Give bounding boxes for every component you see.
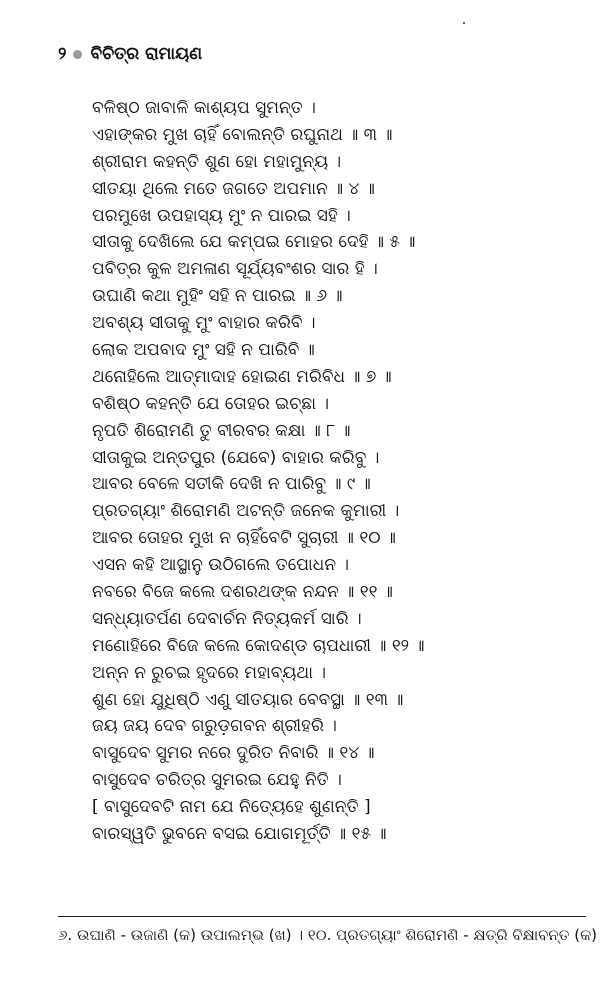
verse-line: ପବିତ୍ର କୁଳ ଅମଳାଣ ସୂର୍ଯ୍ୟବଂଶର ସାର ହି । xyxy=(92,259,378,280)
verse-line: ବାରସ୍ୱତି ଭୁବନେ ବସଇ ଯୋଗମୂର୍ତ୍ତି ॥ ୧୫ ॥ xyxy=(92,824,387,845)
footnote: ୬. ଉଘାଣି - ଉଜାଣି (କ) ଉପାଲମ୍ଭ (ଖ) । ୧୦. ପ୍ରତଗ୍ୟାଂ ଶିରୋମଣି - କ୍ଷତ୍ରି ବିକ୍ଷାବନ୍ତ (କ) xyxy=(58,926,598,944)
verse-line: ଉଘାଣି କଥା ମୁହିଂ ସହି ନ ପାରଇ ॥ ୬ ॥ xyxy=(92,286,343,307)
verse-line: ସନ୍ଧ୍ୟାତର୍ପଣ ଦେବାର୍ଚନ ନିତ୍ୟକର୍ମ ସାରି । xyxy=(92,608,362,629)
verse-block xyxy=(92,95,592,848)
page-speck xyxy=(463,22,465,24)
verse-line: ଆବର ବେଳେ ସତୀକି ଦେଖି ନ ପାରିବୁ ॥ ୯ ॥ xyxy=(92,474,371,495)
verse-line: ଏସନ କହି ଆସ୍ଥାନୁ ଉଠିଗଲେ ତପୋଧନ । xyxy=(92,555,350,576)
verse-line: ଶୁଣ ହୋ ଯୁଧିଷ୍ଠି ଏଣୁ ସୀତୟାର ବେବସ୍ଥା ॥ ୧୩ ॥ xyxy=(92,689,404,710)
verse-line: ମଣୋହିରେ ବିଜେ କଲେ କୋଦଣ୍ଡ ଚାପଧାରୀ ॥ ୧୨ ॥ xyxy=(92,635,425,656)
running-header xyxy=(58,44,202,64)
page-number: ୨ xyxy=(58,44,67,64)
verse-line: [ ବାସୁଦେବଟି ନାମ ଯେ ନିତ୍ୟେହେ ଶୁଣନ୍ତି ] xyxy=(92,797,371,818)
verse-line: ଅବଶ୍ୟ ସୀତାକୁ ମୁଂ ବାହାର କରିବି । xyxy=(92,313,316,334)
verse-line: ସୀତାକୁଇ ଅନ୍ତପୁର (ଯେବେ) ବାହାର କରିବୁ । xyxy=(92,447,380,468)
book-title: ବିଚିତ୍ର ରାମାୟଣ xyxy=(90,44,203,64)
verse-line: ଲୋକ ଅପବାଦ ମୁଂ ସହି ନ ପାରିବି ॥ xyxy=(92,340,315,361)
verse-line: ବଳିଷ୍ଠ ଜାବାଳି କାଶ୍ୟପ ସୁମନ୍ତ । xyxy=(92,98,316,118)
verse-line: ଶ୍ରୀରାମ କହନ୍ତି ଶୁଣ ହୋ ମହାମୁନ୍ୟ । xyxy=(92,151,342,172)
verse-line: ବାସୁଦେବ ଚରିତ୍ର ସୁମରଇ ଯେହୁ ନିତି । xyxy=(92,770,342,791)
bullet-dot-icon xyxy=(73,50,82,59)
verse-line: ନୃପତି ଶିରୋମଣି ତୁ ବୀରବର କକ୍ଷା ॥ ୮ ॥ xyxy=(92,420,351,441)
verse-line: ନବରେ ବିଜେ କଲେ ଦଶରଥଙ୍କ ନନ୍ଦନ ॥ ୧୧ ॥ xyxy=(92,582,393,603)
verse-line: ଏହାଙ୍କର ମୁଖ ଚାହିଁ ବୋଲନ୍ତି ରଘୁନାଥ ॥ ୩ ॥ xyxy=(92,124,393,145)
verse-line: ବଶିଷ୍ଠ କହନ୍ତି ଯେ ତୋହର ଇଚ୍ଛା । xyxy=(92,393,330,414)
verse-line: ଥନୋହିଲେ ଆତ୍ମାଦାହ ହୋଇଣ ମରିବିଧ ॥ ୭ ॥ xyxy=(92,366,392,387)
verse-line: ସୀତାକୁ ଦେଖିଲେ ଯେ କମ୍ପଇ ମୋହର ଦେହି ॥ ୫ ॥ xyxy=(92,232,416,253)
verse-line: ପ୍ରତଗ୍ୟାଂ ଶିରୋମଣି ଅଟନ୍ତି ଜନେକ କୁମାରୀ । xyxy=(92,501,400,522)
verse-line: ପରମୁଖେ ଉପହାସ୍ୟ ମୁଂ ନ ପାରଇ ସହି । xyxy=(92,205,351,226)
verse-line: ଆବର ତୋହର ମୁଖ ନ ଚାହିଁବେଟି ସୁଚାରୀ ॥ ୧୦ ॥ xyxy=(92,528,396,549)
verse-line: ଅନ୍ନ ନ ରୁଚଇ ହୃଦରେ ମହାବ୍ୟଥା । xyxy=(92,662,327,683)
verse-line: ସୀତୟା ଥିଲେ ମତେ ଜଗତେ ଅପମାନ ॥ ୪ ॥ xyxy=(92,178,375,199)
footnote-divider xyxy=(58,916,586,917)
verse-line: ବାସୁଦେବ ସୁମର ନରେ ଦୁରିତ ନିବାରି ॥ ୧୪ ॥ xyxy=(92,743,375,764)
verse-line: ଜୟ ଜୟ ଦେବ ଗରୁଡ଼ଗବନ ଶ୍ରୀହରି । xyxy=(92,716,337,737)
